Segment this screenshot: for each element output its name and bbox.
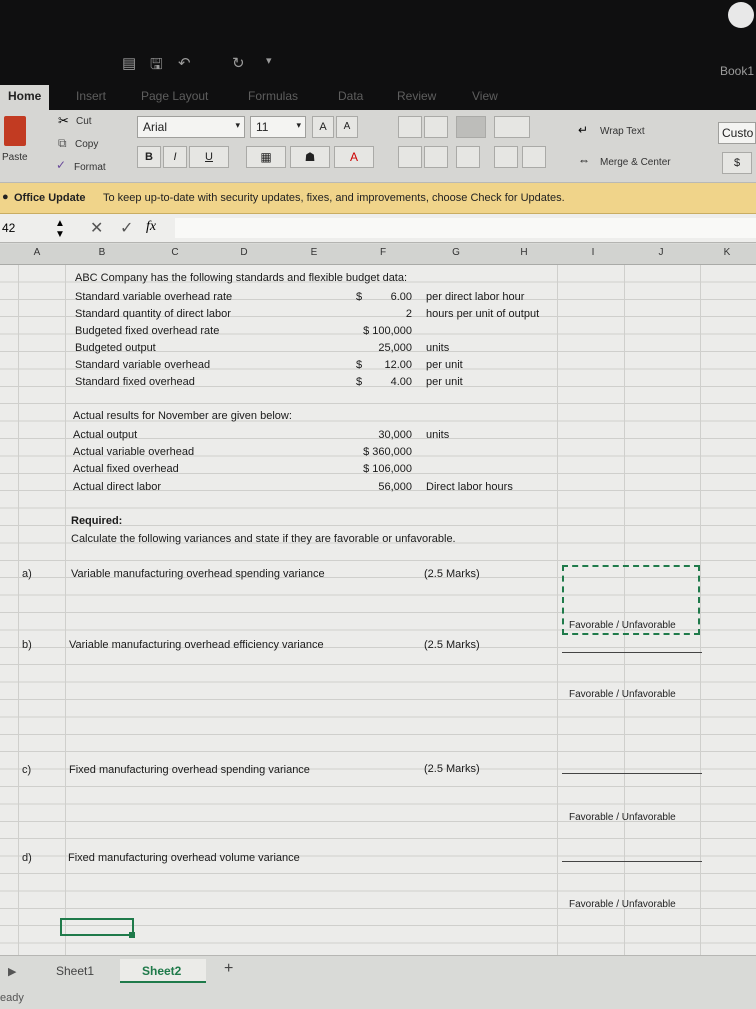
formula-bar bbox=[0, 214, 756, 243]
name-box[interactable]: 42 bbox=[2, 221, 16, 235]
cut-button[interactable]: Cut bbox=[76, 116, 92, 127]
standard-value: 6.00 bbox=[390, 291, 412, 303]
actual-unit: units bbox=[426, 429, 450, 441]
camera-glare bbox=[728, 2, 754, 28]
currency-button[interactable]: $ bbox=[722, 152, 752, 174]
standard-value: 12.00 bbox=[384, 359, 412, 371]
align-right-button[interactable] bbox=[456, 146, 480, 168]
col-header-j[interactable]: J bbox=[658, 247, 664, 258]
paste-button[interactable]: Paste bbox=[2, 152, 28, 163]
check-icon[interactable]: ✓ bbox=[120, 220, 134, 237]
wrap-text-button[interactable]: Wrap Text bbox=[600, 126, 645, 137]
wrap-text-icon: ↵ bbox=[578, 123, 589, 137]
standard-unit: per unit bbox=[426, 376, 463, 388]
tab-view[interactable]: View bbox=[472, 89, 498, 103]
standard-label: Standard quantity of direct labor bbox=[75, 308, 231, 320]
standard-label: Budgeted fixed overhead rate bbox=[75, 325, 220, 337]
question-text: Fixed manufacturing overhead volume variance bbox=[68, 852, 300, 864]
update-banner bbox=[0, 183, 756, 214]
scroll-sheets-icon[interactable]: ▶ bbox=[8, 966, 17, 978]
customize-toolbar-icon[interactable]: ▾ bbox=[266, 55, 272, 67]
intro-text: ABC Company has the following standards and flexible budget data: bbox=[75, 272, 408, 284]
standard-unit: units bbox=[426, 342, 450, 354]
question-id: d) bbox=[22, 852, 32, 864]
grow-font-button[interactable]: A bbox=[312, 116, 334, 138]
window-title: Book1 bbox=[719, 64, 754, 78]
actual-label: Actual fixed overhead bbox=[73, 463, 179, 475]
standard-value: 2 bbox=[405, 308, 412, 320]
favorable-unfavorable-label: Favorable / Unfavorable bbox=[569, 899, 676, 910]
redo-icon[interactable]: ↻ bbox=[232, 55, 245, 72]
answer-line[interactable] bbox=[562, 861, 702, 862]
standard-label: Budgeted output bbox=[75, 342, 156, 354]
col-header-g[interactable]: G bbox=[452, 247, 460, 258]
standard-value: 25,000 bbox=[378, 342, 412, 354]
chevron-down-icon: ▾ bbox=[296, 120, 301, 130]
tab-formulas[interactable]: Formulas bbox=[248, 89, 299, 103]
question-id: c) bbox=[22, 764, 32, 776]
favorable-unfavorable-label: Favorable / Unfavorable bbox=[569, 620, 676, 631]
col-header-k[interactable]: K bbox=[723, 247, 731, 258]
standard-unit: per unit bbox=[426, 359, 463, 371]
standard-label: Standard variable overhead bbox=[75, 359, 211, 371]
standard-unit: hours per unit of output bbox=[426, 308, 540, 320]
scissors-icon: ✂ bbox=[58, 113, 69, 128]
sheet-tab-bar bbox=[0, 955, 756, 1009]
increase-indent-button[interactable] bbox=[522, 146, 546, 168]
standard-value: 4.00 bbox=[390, 376, 412, 388]
copy-button[interactable]: Copy bbox=[75, 139, 99, 150]
actual-label: Actual direct labor bbox=[73, 481, 162, 493]
italic-button[interactable]: I bbox=[163, 146, 187, 168]
fill-bucket-icon: ☗ bbox=[304, 150, 316, 164]
standard-value: $ 100,000 bbox=[363, 325, 412, 337]
question-text: Fixed manufacturing overhead spending variance bbox=[69, 764, 310, 776]
alert-icon: ● bbox=[2, 191, 9, 203]
format-painter-button[interactable]: Format bbox=[74, 162, 106, 173]
answer-line[interactable] bbox=[562, 773, 702, 774]
actual-value: $ 360,000 bbox=[363, 446, 412, 458]
title-bar bbox=[0, 0, 756, 84]
save-icon[interactable]: 🖫 bbox=[150, 56, 163, 73]
ribbon-tabs bbox=[0, 84, 756, 110]
font-name-select[interactable] bbox=[137, 116, 245, 138]
banner-title: Office Update bbox=[14, 192, 86, 204]
number-format-select[interactable]: Custo bbox=[718, 122, 756, 144]
instruction-text: Calculate the following variances and state if they are favorable or unfavorable. bbox=[71, 533, 456, 545]
answer-line[interactable] bbox=[562, 652, 702, 653]
currency-symbol: $ bbox=[356, 376, 363, 388]
format-painter-icon: ✓ bbox=[56, 158, 67, 172]
shrink-font-button[interactable]: A bbox=[336, 116, 358, 138]
col-header-b[interactable]: B bbox=[98, 247, 106, 258]
standard-unit: per direct labor hour bbox=[426, 291, 525, 303]
decrease-indent-button[interactable] bbox=[494, 146, 518, 168]
col-header-d[interactable]: D bbox=[240, 247, 248, 258]
col-header-f[interactable]: F bbox=[379, 247, 387, 258]
align-bottom-button[interactable] bbox=[456, 116, 486, 138]
currency-symbol: $ bbox=[356, 359, 363, 371]
actual-unit: Direct labor hours bbox=[426, 481, 513, 493]
sheet-tab-sheet1[interactable]: Sheet1 bbox=[56, 964, 95, 978]
question-marks: (2.5 Marks) bbox=[424, 763, 480, 775]
align-left-button[interactable] bbox=[398, 146, 422, 168]
actual-intro-text: Actual results for November are given below: bbox=[73, 410, 292, 422]
col-header-i[interactable]: I bbox=[591, 247, 595, 258]
merge-icon: ⇔ bbox=[578, 153, 590, 167]
question-text: Variable manufacturing overhead spending variance bbox=[71, 568, 325, 580]
active-cell[interactable] bbox=[60, 918, 134, 936]
col-header-a[interactable]: A bbox=[33, 247, 41, 258]
name-box-stepper-icon[interactable]: ▲ ▼ bbox=[55, 218, 65, 240]
status-text: eady bbox=[0, 992, 24, 1004]
banner-text: To keep up-to-date with security updates, fixes, and improvements, choose Check for Updates. bbox=[103, 192, 565, 204]
align-top-button[interactable] bbox=[398, 116, 422, 138]
column-headers bbox=[0, 244, 756, 265]
sheet-tab-sheet2[interactable]: Sheet2 bbox=[142, 964, 182, 978]
question-text: Variable manufacturing overhead efficiency variance bbox=[69, 639, 324, 651]
fill-handle[interactable] bbox=[129, 932, 135, 938]
font-color-icon: A bbox=[349, 150, 358, 164]
standard-label: Standard fixed overhead bbox=[75, 376, 195, 388]
chevron-down-icon: ▾ bbox=[235, 120, 240, 130]
cancel-icon[interactable]: ✕ bbox=[90, 220, 104, 237]
font-size-select[interactable] bbox=[250, 116, 306, 138]
currency-symbol: $ bbox=[356, 291, 363, 303]
actual-label: Actual variable overhead bbox=[73, 446, 195, 458]
fill-color-button[interactable] bbox=[290, 146, 330, 168]
function-icon[interactable]: fx bbox=[146, 219, 157, 234]
question-id: b) bbox=[22, 639, 32, 651]
add-sheet-button[interactable]: + bbox=[224, 960, 234, 977]
favorable-unfavorable-label: Favorable / Unfavorable bbox=[569, 689, 676, 700]
question-marks: (2.5 Marks) bbox=[424, 568, 480, 580]
formula-input[interactable] bbox=[175, 218, 756, 238]
col-header-h[interactable]: H bbox=[520, 247, 528, 258]
tab-review[interactable]: Review bbox=[397, 89, 437, 103]
ribbon-home bbox=[0, 110, 756, 183]
tab-data[interactable]: Data bbox=[338, 89, 364, 103]
favorable-unfavorable-label: Favorable / Unfavorable bbox=[569, 812, 676, 823]
required-heading: Required: bbox=[71, 515, 123, 527]
merge-center-button[interactable]: Merge & Center bbox=[600, 157, 671, 168]
tab-page-layout[interactable]: Page Layout bbox=[141, 89, 209, 103]
tab-home[interactable]: Home bbox=[0, 85, 49, 110]
align-middle-button[interactable] bbox=[424, 116, 448, 138]
font-size-value: 11 bbox=[256, 120, 269, 134]
orientation-button[interactable] bbox=[494, 116, 530, 138]
col-header-c[interactable]: C bbox=[171, 247, 179, 258]
sidebar-toggle-icon[interactable]: ▤ bbox=[122, 55, 137, 72]
question-marks: (2.5 Marks) bbox=[424, 639, 480, 651]
borders-icon: ▦ bbox=[260, 150, 272, 164]
col-header-e[interactable]: E bbox=[310, 247, 318, 258]
align-center-button[interactable] bbox=[424, 146, 448, 168]
standard-label: Standard variable overhead rate bbox=[75, 291, 233, 303]
paste-icon[interactable] bbox=[4, 116, 26, 146]
font-color-button[interactable] bbox=[334, 146, 374, 168]
underline-button[interactable]: U bbox=[189, 146, 229, 168]
copy-icon: ⧉ bbox=[58, 136, 67, 150]
font-name-value: Arial bbox=[143, 120, 168, 134]
undo-icon[interactable]: ↶ bbox=[178, 55, 191, 72]
bold-button[interactable]: B bbox=[137, 146, 161, 168]
question-id: a) bbox=[22, 568, 32, 580]
borders-button[interactable] bbox=[246, 146, 286, 168]
actual-value: $ 106,000 bbox=[363, 463, 412, 475]
actual-value: 30,000 bbox=[378, 429, 412, 441]
actual-label: Actual output bbox=[73, 429, 138, 441]
tab-insert[interactable]: Insert bbox=[76, 89, 107, 103]
actual-value: 56,000 bbox=[378, 481, 412, 493]
